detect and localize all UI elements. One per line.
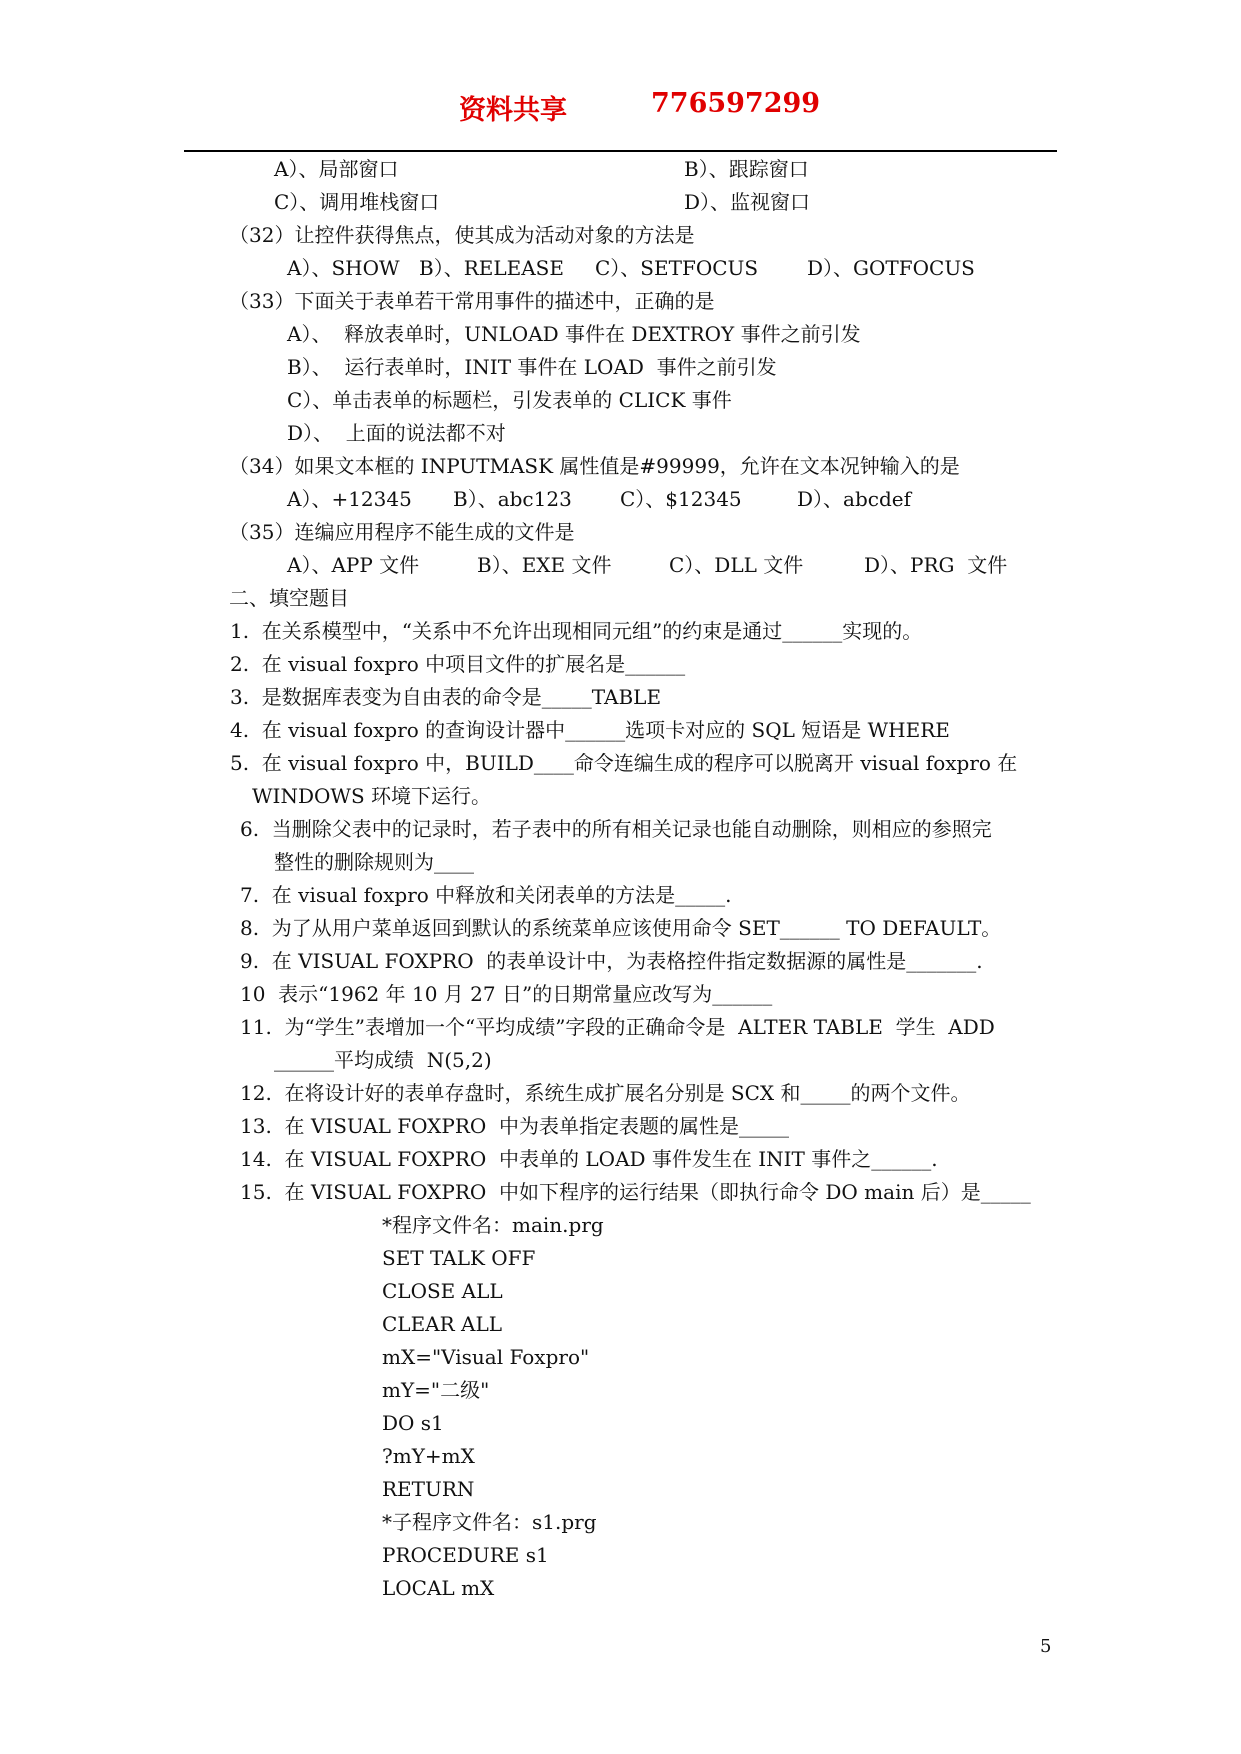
text-line: 7. 在 visual foxpro 中释放和关闭表单的方法是_____.	[240, 883, 732, 907]
text-line: （35）连编应用程序不能生成的文件是	[229, 520, 575, 544]
text-line: 13. 在 VISUAL FOXPRO 中为表单指定表题的属性是_____	[240, 1114, 790, 1138]
text-line: C）、单击表单的标题栏，引发表单的 CLICK 事件	[287, 388, 732, 412]
text-line: 11. 为“学生”表增加一个“平均成绩”字段的正确命令是 ALTER TABLE 学生 ADD	[240, 1015, 995, 1039]
text-line: 2. 在 visual foxpro 中项目文件的扩展名是______	[230, 652, 686, 676]
text-line: A）、+12345	[287, 487, 412, 511]
text-line: 14. 在 VISUAL FOXPRO 中表单的 LOAD 事件发生在 INIT 事件之______.	[240, 1147, 938, 1171]
text-line: D）、GOTFOCUS	[807, 256, 975, 280]
text-line: （32）让控件获得焦点，使其成为活动对象的方法是	[229, 223, 695, 247]
text-line: C）、调用堆栈窗口	[274, 190, 440, 214]
text-line: C）、SETFOCUS	[595, 256, 759, 280]
text-line: A）、SHOW	[287, 256, 400, 280]
text-line: A）、局部窗口	[274, 157, 399, 181]
text-line: A）、APP 文件	[287, 553, 420, 577]
text-line: B）、abc123	[453, 487, 572, 511]
text-line: CLOSE ALL	[382, 1279, 503, 1303]
text-line: 15. 在 VISUAL FOXPRO 中如下程序的运行结果（即执行命令 DO main 后）是_____	[240, 1180, 1031, 1204]
page-number: 5	[1040, 1636, 1052, 1657]
text-line: 1. 在关系模型中，“关系中不允许出现相同元组”的约束是通过______实现的。	[230, 619, 923, 643]
text-line: *子程序文件名：s1.prg	[382, 1510, 597, 1534]
text-line: 5. 在 visual foxpro 中，BUILD____命令连编生成的程序可以脱离开 visual foxpro 在	[230, 751, 1018, 775]
text-line: 10 表示“1962 年 10 月 27 日”的日期常量应改写为______	[240, 982, 773, 1006]
text-line: B）、 运行表单时，INIT 事件在 LOAD 事件之前引发	[287, 355, 777, 379]
text-line: A）、 释放表单时，UNLOAD 事件在 DEXTROY 事件之前引发	[287, 322, 861, 346]
header-rule	[184, 150, 1057, 152]
text-line: D）、abcdef	[797, 487, 912, 511]
text-line: B）、跟踪窗口	[684, 157, 809, 181]
text-line: B）、RELEASE	[419, 256, 564, 280]
text-line: DO s1	[382, 1411, 444, 1435]
text-line: （33）下面关于表单若干常用事件的描述中，正确的是	[229, 289, 715, 313]
text-line: 3. 是数据库表变为自由表的命令是_____TABLE	[230, 685, 662, 709]
text-line: RETURN	[382, 1477, 475, 1501]
text-line: D）、PRG 文件	[864, 553, 1008, 577]
text-line: 整性的删除规则为____	[274, 850, 474, 874]
text-line: ?mY+mX	[382, 1444, 475, 1468]
text-line: *程序文件名：main.prg	[382, 1213, 604, 1237]
text-line: mX="Visual Foxpro"	[382, 1345, 590, 1369]
text-line: 8. 为了从用户菜单返回到默认的系统菜单应该使用命令 SET______ TO DEFAULT。	[240, 916, 1002, 940]
text-line: D）、 上面的说法都不对	[287, 421, 506, 445]
text-line: 二、填空题目	[229, 586, 349, 610]
header-number: 776597299	[651, 88, 821, 119]
text-line: LOCAL mX	[382, 1576, 495, 1600]
text-line: B）、EXE 文件	[477, 553, 612, 577]
text-line: D）、监视窗口	[684, 190, 811, 214]
text-line: SET TALK OFF	[382, 1246, 536, 1270]
text-line: 4. 在 visual foxpro 的查询设计器中______选项卡对应的 SQL 短语是 WHERE	[230, 718, 950, 742]
text-line: （34）如果文本框的 INPUTMASK 属性值是#99999，允许在文本况钟输入的是	[229, 454, 960, 478]
text-line: C）、DLL 文件	[669, 553, 804, 577]
text-line: WINDOWS 环境下运行。	[252, 784, 492, 808]
text-line: C）、$12345	[620, 487, 742, 511]
text-line: 12. 在将设计好的表单存盘时，系统生成扩展名分别是 SCX 和_____的两个文件。	[240, 1081, 971, 1105]
text-line: 6. 当删除父表中的记录时，若子表中的所有相关记录也能自动删除，则相应的参照完	[240, 817, 992, 841]
text-line: mY="二级"	[382, 1378, 490, 1402]
text-line: CLEAR ALL	[382, 1312, 503, 1336]
text-line: ______平均成绩 N(5,2)	[274, 1048, 492, 1072]
text-line: PROCEDURE s1	[382, 1543, 549, 1567]
header-title: 资料共享	[459, 95, 567, 126]
text-line: 9. 在 VISUAL FOXPRO 的表单设计中，为表格控件指定数据源的属性是_______.	[240, 949, 983, 973]
